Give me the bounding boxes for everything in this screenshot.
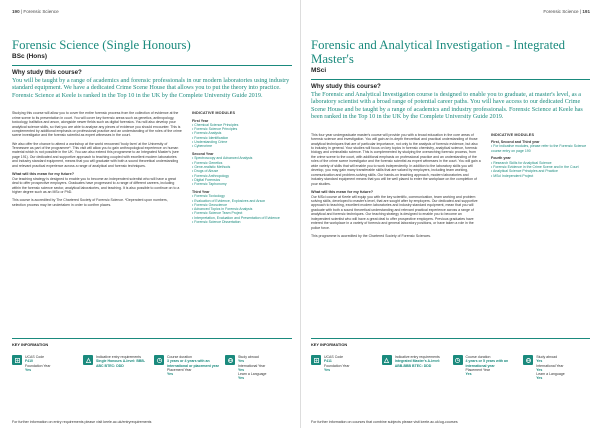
title-divider [12, 65, 292, 66]
page-number: 190 [12, 8, 20, 14]
paragraph: We also offer the chance to attend a workshop at the world renowned 'body farm' at the University of Tennessee as part of the programme*. This visit will allow you to gain anthropological experience on human material which is not possible in the UK. You can also extend this programme to an Integrated Master's (see page 191). Our dedicated and supportive approach to teaching coupled with excellent modern laboratories and industry standard equipment, means that you will graduate with both a sound theoretical understanding and relevant practical experience across a range of analytical and forensic techniques. [12, 141, 179, 168]
footer-note: For further information on entry requirements please visit keele.ac.uk/entryrequirements [12, 420, 152, 424]
module-item: • For indicative modules, please refer to the Forensic Science course entry on page 190 [491, 144, 590, 153]
abroad-icon [523, 355, 533, 365]
key-label: Foundation Year [324, 363, 350, 368]
key-label: Placement Year [167, 367, 192, 372]
modules-heading: INDICATIVE MODULES [192, 111, 236, 116]
year-heading: First Year [192, 118, 209, 123]
module-item: • Analytical Science Principles and Practice [491, 169, 590, 173]
module-item: • Forensic Science Principles [192, 127, 292, 131]
key-label: Placement Year [465, 367, 491, 372]
module-item: • Research Skills for Analytical Science [491, 161, 590, 165]
course-description [12, 111, 182, 228]
why-heading: Why study this course? [12, 69, 82, 76]
key-value: Yes [536, 376, 543, 381]
module-item: • Cybercrime [192, 144, 292, 148]
abroad-icon [225, 355, 235, 365]
module-item: • Understanding Crime [192, 140, 292, 144]
why-body: You will be taught by a range of academics and forensic professionals in our modern laboratories using industry standard equipment. We have a dedicated Crime Scene House that allows you to put the theory into practice. Forensic Science at Keele is ranked in the Top 10 in the UK by the Complete University Guide 2019. [12, 77, 290, 99]
ucas-icon [12, 355, 22, 365]
key-item-duration [453, 355, 520, 381]
key-item-ucas [12, 355, 79, 381]
section-name: Forensic Science [23, 8, 59, 14]
key-information [0, 338, 300, 428]
year-heading: Third Year [192, 189, 210, 194]
key-value: Yes [536, 367, 543, 372]
duration-icon [154, 355, 164, 365]
key-label: Course duration [465, 355, 491, 359]
careers-heading: What will this mean for my future? [311, 189, 374, 194]
paragraph: Studying this course will allow you to cover the entire forensic process from the collection of evidence at the crime scene to its presentation in court. You will cover key forensic areas such as genetics, anthropology, toxicology, ballistics and arson, alongside newer fields such as digital forensics. You will also develop your analytical science skills, so that you are able to analyse any pieces of evidence you should encounter. This is complemented by additional emphasis on professional practice and an understanding of the roles of the crime scene investigator and the forensic scientist as expert witnesses in the court. [12, 111, 182, 138]
key-label: Indicative entry requirements [96, 355, 141, 359]
module-item: • Forensic Genetics [192, 161, 292, 165]
degree-award: MSci [311, 67, 327, 74]
key-value: 3 years or 4 years with an international or placement year [167, 359, 219, 368]
module-list [491, 144, 590, 153]
module-item: • Evaluation of Evidence, Explosives and Arson [192, 199, 292, 203]
careers-heading: What will this mean for my future? [12, 171, 75, 176]
key-label: Learn a Language [536, 372, 565, 377]
key-row [311, 355, 590, 381]
module-item: • Spectroscopy and Advanced Analysis [192, 156, 292, 160]
module-item: • MSci Independent Project [491, 174, 590, 178]
module-item: • Gene-realistic Methods [192, 165, 292, 169]
page-number: 191 [582, 8, 590, 14]
key-label: International Year [536, 363, 564, 368]
key-label: Study abroad [536, 355, 558, 359]
duration-icon [453, 355, 463, 365]
key-value: Single Honours A-level: BBB-ABC BTEC: DDD [96, 359, 146, 368]
key-label: UCAS Code [25, 355, 45, 359]
entry-icon [382, 355, 392, 365]
module-item: • Interpretation, Evaluation and Presentation of Evidence [192, 216, 292, 220]
key-heading: KEY INFORMATION [12, 338, 292, 347]
year-heading: First, Second and Third year [491, 139, 540, 144]
key-item-ucas [311, 355, 378, 381]
key-value: Yes [238, 376, 245, 381]
key-item-abroad [225, 355, 292, 381]
key-label: UCAS Code [324, 355, 344, 359]
key-value: Yes [25, 367, 32, 372]
module-list [192, 156, 292, 186]
entry-icon [83, 355, 93, 365]
key-label: Indicative entry requirements [394, 355, 440, 359]
module-item: • Advanced Topics in Forensic Analysis [192, 207, 292, 211]
key-label: Study abroad [238, 355, 259, 359]
why-body: The Forensic and Analytical Investigation course is designed to enable you to graduate, at master's level, as a laboratory scientist with a broad range of potential career paths. You will have access to our dedicated Crime Scene House and be taught by a range of academics and industry professionals. Forensic Science at Keele has been ranked in the Top 10 in the UK by the Complete University Guide 2019. [311, 91, 583, 121]
key-value: Yes [238, 359, 245, 364]
accreditation-note: This course is accredited by The Chartered Society of Forensic Science. *Dependent upon numbers, selection process may be undertaken in order to confirm places. [12, 198, 168, 207]
module-list [192, 123, 292, 149]
degree-award: BSc (Hons) [12, 53, 48, 60]
module-item: • Forensic Toxicology [192, 194, 292, 198]
module-list [491, 161, 590, 178]
paragraph: This four year undergraduate master's course will provide you with a broad education in the core areas of forensic science and investigation. You will gain an in-depth theoretical and practical understanding of those analytical techniques that are of particular importance, not only to the analysis of forensic evidence, but also to industry in general. Your studies will focus on key topics in forensic chemistry, analytical science, forensic biology and criminalistic science. This is complemented by studying the overarching forensic process, from the crime scene to the court, with additional emphasis on professional practice and an understanding of the roles of the crime scene investigator and the forensic scientist as expert witnesses in the court. You will gain a wide variety of skills that will enable you to work independently. In addition to the laboratory skills you will develop, you may gain many transferable skills that are valued by employers, including team working, communication and problem-solving skills. Our hands-on teaching approach, modern laboratories and industry standard equipment means that you will be well placed to enter the workplace on the completion of your studies. [311, 132, 481, 186]
module-item: • Forensic Identification [192, 136, 292, 140]
key-item-entry [83, 355, 150, 381]
module-item: • Forensic Evidence in the Crime Scene and in the Court [491, 165, 590, 169]
module-item: • Chemical Science Principles [192, 123, 292, 127]
ucas-icon [311, 355, 321, 365]
year-heading: Second Year [192, 152, 214, 157]
key-value: Yes [324, 367, 331, 372]
running-header: Forensic Science | 191 [543, 8, 590, 14]
module-item: • Forensic Taphonomy [192, 182, 292, 186]
module-item: • Digital Forensics [192, 178, 292, 182]
key-item-duration [154, 355, 221, 381]
module-list [192, 194, 292, 224]
title-divider [311, 79, 590, 80]
key-heading: KEY INFORMATION [311, 338, 590, 347]
accreditation-note: This programme is accredited by the Chartered Society of Forensic Sciences. [311, 233, 432, 238]
footer-note: For further information on courses that combine subjects please visit keele.ac.uk/ug-courses [311, 420, 458, 424]
modules-heading: INDICATIVE MODULES [491, 132, 535, 137]
key-value: Yes [167, 372, 174, 377]
why-heading: Why study this course? [311, 83, 381, 90]
right-page [300, 0, 600, 428]
key-value: F411 [324, 359, 332, 364]
key-label: International Year [238, 363, 266, 368]
indicative-modules [491, 133, 590, 242]
module-item: • Forensic Geoscience [192, 203, 292, 207]
module-item: • Forensic Science Dissertation [192, 220, 292, 224]
module-item: • Drugs of Abuse [192, 169, 292, 173]
section-name: Forensic Science [543, 8, 579, 14]
course-description [311, 133, 481, 242]
module-item: • Forensic Anthropology [192, 174, 292, 178]
year-heading: Fourth year [491, 156, 511, 161]
module-item: • Forensic Analysis [192, 131, 292, 135]
key-value: Yes [536, 359, 543, 364]
key-label: Foundation Year [25, 363, 51, 368]
course-title: Forensic Science (Single Honours) [12, 38, 191, 52]
key-value: 4 years or 5 years with an international year [465, 359, 509, 368]
careers-body: Our MSci course at Keele will equip you with the key scientific, communication, team working and problem solving skills, developed to master's level, that are sought after by employers. Our dedicated and supportive approach to teaching, excellent modern laboratories and industry standard equipment, mean that you will graduate with both a sound theoretical understanding and relevant practical experience across a range of analytical and forensic techniques. Our teaching strategy is designed to enable you to become an independent scientist who will have a great deal to offer prospective employers. Previous graduates have entered the workplace in a variety of forensic and general laboratory positions, or have taken a role in the police force. [311, 194, 478, 230]
key-value: F410 [25, 359, 33, 364]
key-row [12, 355, 292, 381]
careers-body: Our teaching strategy is designed to enable you to become an independent scientist who will have a great deal to offer prospective employers. Graduates have progressed to a range of different careers, including within the forensic science sector, analytical laboratories, and teaching. It is also possible to continue on to a higher degree such as an MSc or PhD. [12, 176, 180, 195]
key-value: Integrated Master's A-level: ABB-BBB BTEC: DDD [394, 359, 441, 368]
key-information [301, 338, 600, 428]
key-label: Course duration [167, 355, 192, 359]
key-value: Yes [238, 367, 245, 372]
running-header: 190 | Forensic Science [12, 8, 59, 14]
key-item-entry [382, 355, 449, 381]
module-item: • Forensic Science Team Project [192, 211, 292, 215]
course-title: Forensic and Analytical Investigation - Integrated Master's [311, 38, 566, 66]
indicative-modules [192, 111, 292, 228]
key-item-abroad [523, 355, 590, 381]
key-value: Yes [465, 372, 472, 377]
key-label: Learn a Language [238, 372, 267, 377]
